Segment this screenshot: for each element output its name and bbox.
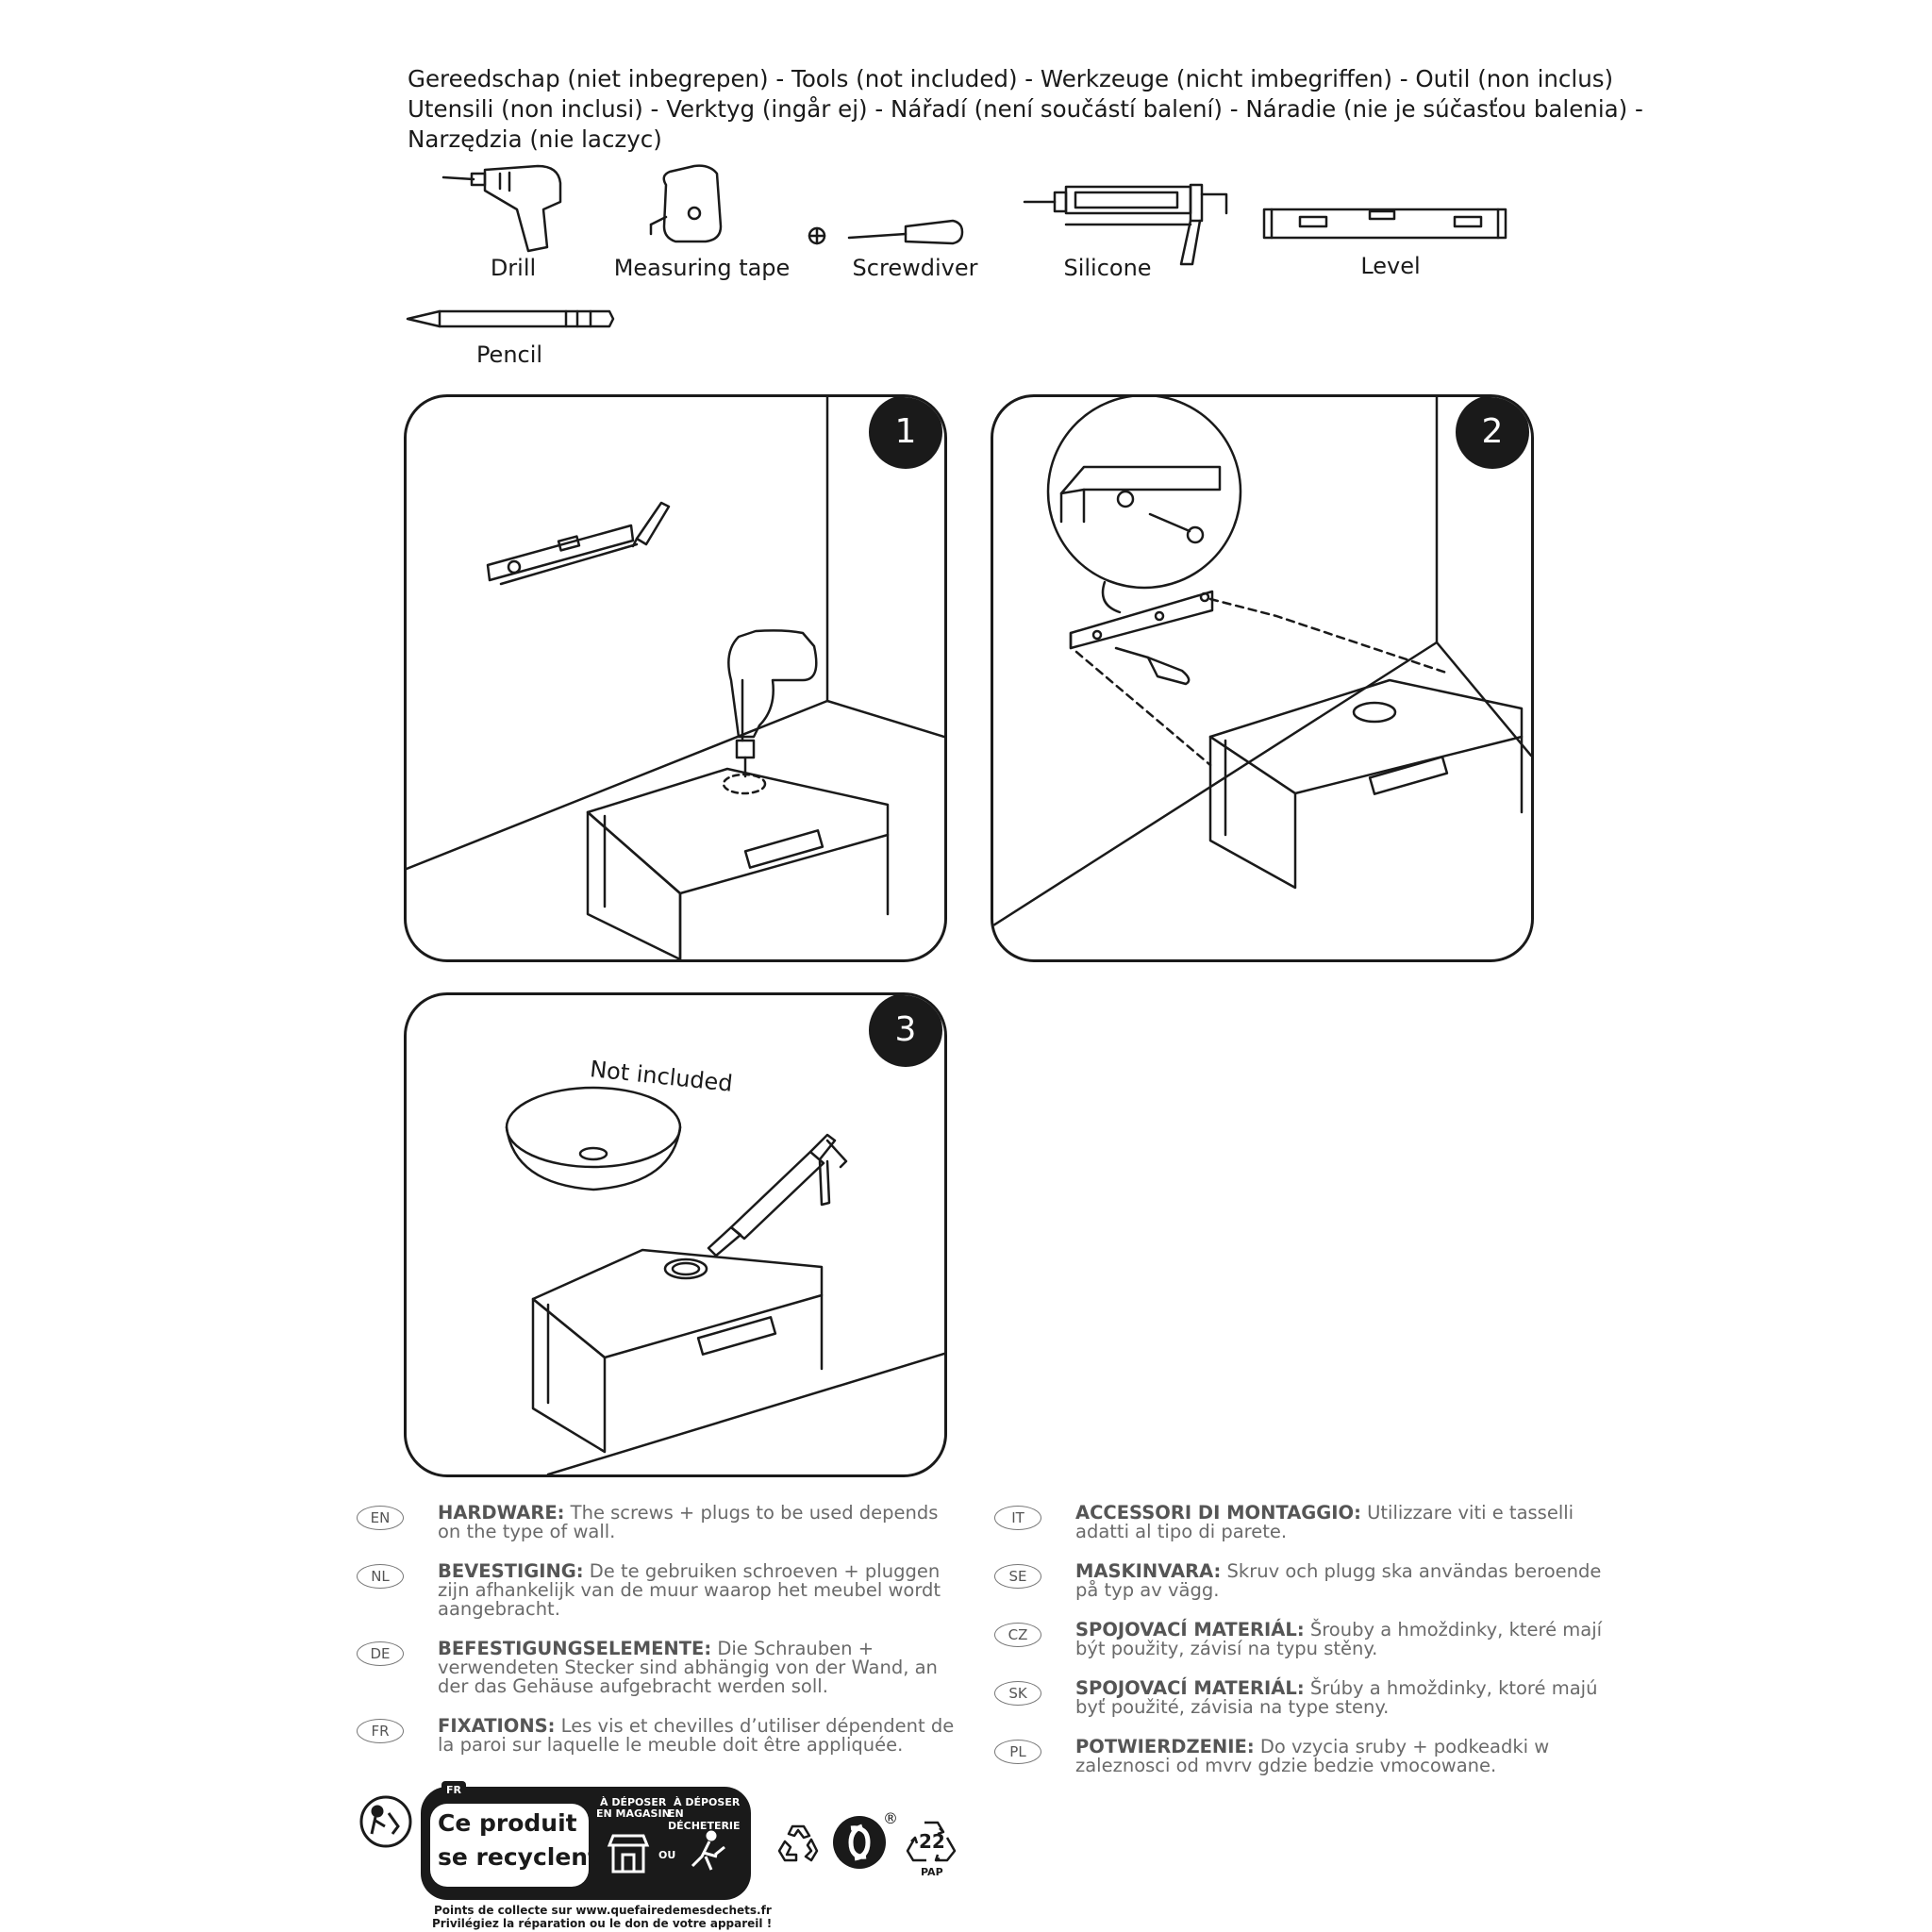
- basin-not-included-label: Not included: [588, 1056, 734, 1097]
- hardware-text-pl: Do vzycia sruby + podkeadki w zaleznosci od mvrv gdzie bedzie vmocowane.: [1075, 1736, 1550, 1776]
- tool-label-pencil: Pencil: [475, 341, 543, 368]
- lang-code-cz: CZ: [994, 1623, 1041, 1647]
- lang-code-nl: NL: [357, 1564, 404, 1589]
- step-2-illustration: [993, 397, 1531, 959]
- hardware-note-sk: [994, 1679, 1604, 1717]
- hardware-note-pl: [994, 1738, 1604, 1775]
- hardware-title-se: MASKINVARA:: [1075, 1560, 1222, 1582]
- step-2-number: 2: [1456, 395, 1529, 469]
- hardware-text-cz: Šrouby a hmoždinky, které mají být použity, závisí na typu stěny.: [1075, 1619, 1603, 1659]
- step-1-illustration: [407, 397, 944, 959]
- lang-code-en: EN: [357, 1506, 404, 1530]
- triman-label-box: [421, 1784, 751, 1900]
- triman-line-1: Ce produit: [438, 1809, 577, 1837]
- hardware-text-nl: De te gebruiken schroeven + pluggen zijn afhankelijk van de muur waarop het meubel wordt aangebracht.: [438, 1560, 941, 1620]
- tool-icons: [0, 0, 1932, 396]
- tool-label-level: Level: [1360, 253, 1421, 279]
- step-3-number: 3: [869, 993, 942, 1067]
- step-1-panel: [404, 394, 947, 962]
- hardware-note-de: [357, 1640, 966, 1696]
- hardware-title-it: ACCESSORI DI MONTAGGIO:: [1075, 1502, 1361, 1524]
- hardware-note-it: [994, 1504, 1604, 1541]
- step-2-panel: [991, 394, 1534, 962]
- triman-icon: [357, 1792, 415, 1851]
- triman-footer-2: Privilégiez la réparation ou le don de votre appareil !: [432, 1917, 773, 1930]
- pap-number: 22: [919, 1830, 945, 1853]
- hardware-note-se: [994, 1562, 1604, 1600]
- header-line-1: Gereedschap (niet inbegrepen) - Tools (not included) - Werkzeuge (nicht imbegriffen) - Outil (non inclus): [408, 65, 1614, 92]
- hardware-text-it: Utilizzare viti e tasselli adatti al tipo di parete.: [1075, 1502, 1574, 1542]
- hardware-title-en: HARDWARE:: [438, 1502, 565, 1524]
- drill-icon: [443, 166, 560, 251]
- lang-code-se: SE: [994, 1564, 1041, 1589]
- hardware-note-fr: [357, 1717, 966, 1755]
- or-label: OU: [658, 1849, 676, 1861]
- hardware-title-sk: SPOJOVACÍ MATERIÁL:: [1075, 1677, 1305, 1699]
- header-line-3: Narzędzia (nie laczyc): [408, 125, 662, 153]
- screwdriver-icon: [809, 221, 962, 243]
- hardware-title-fr: FIXATIONS:: [438, 1715, 556, 1737]
- hardware-text-en: The screws + plugs to be used depends on the type of wall.: [438, 1502, 939, 1542]
- hardware-text-se: Skruv och plugg ska användas beroende på typ av vägg.: [1075, 1560, 1602, 1601]
- step-1-number: 1: [869, 395, 942, 469]
- store-label-2: EN MAGASIN: [596, 1807, 671, 1820]
- tool-label-drill: Drill: [490, 255, 537, 281]
- level-icon: [1264, 209, 1506, 238]
- recycle-icon: [774, 1819, 823, 1868]
- hardware-title-nl: BEVESTIGING:: [438, 1560, 584, 1582]
- hardware-note-cz: [994, 1621, 1604, 1658]
- store-icon: [606, 1832, 651, 1874]
- hardware-title-de: BEFESTIGUNGSELEMENTE:: [438, 1638, 712, 1659]
- triman-country: FR: [441, 1781, 466, 1800]
- tool-label-screwdriver: Screwdiver: [852, 255, 978, 281]
- dump-icon: [683, 1828, 730, 1875]
- hardware-text-de: Die Schrauben + verwendeten Stecker sind abhängig von der Wand, an der das Gehäuse aufgebracht werden soll.: [438, 1638, 938, 1697]
- lang-code-pl: PL: [994, 1740, 1041, 1764]
- registered-mark: ®: [883, 1809, 898, 1827]
- lang-code-fr: FR: [357, 1719, 404, 1743]
- header-line-2: Utensili (non inclusi) - Verktyg (ingår ej) - Nářadí (není součástí balení) - Náradie (nie je súčasťou balenia) -: [408, 95, 1643, 123]
- hardware-title-cz: SPOJOVACÍ MATERIÁL:: [1075, 1619, 1305, 1641]
- silicone-gun-icon: [1024, 185, 1226, 264]
- pencil-icon: [408, 311, 613, 326]
- hardware-text-fr: Les vis et chevilles d’utiliser dépendent de la paroi sur laquelle le meuble doit être appliquée.: [438, 1715, 955, 1756]
- lang-code-de: DE: [357, 1641, 404, 1666]
- step-3-panel: [404, 992, 947, 1477]
- lang-code-it: IT: [994, 1506, 1041, 1530]
- tool-label-measuring-tape: Measuring tape: [613, 255, 791, 281]
- lang-code-sk: SK: [994, 1681, 1041, 1706]
- green-dot-icon: [830, 1813, 889, 1872]
- measuring-tape-icon: [651, 166, 721, 242]
- dump-label-1: À DÉPOSER: [674, 1796, 741, 1808]
- pap-label: PAP: [921, 1866, 943, 1878]
- hardware-text-sk: Šrúby a hmoždinky, ktoré majú byť použité, závisia na type steny.: [1075, 1677, 1598, 1718]
- dump-label-2: EN DÉCHETERIE: [668, 1807, 741, 1832]
- triman-line-2: se recyclent: [438, 1843, 600, 1871]
- hardware-note-en: [357, 1504, 966, 1541]
- triman-footer-1: Points de collecte sur www.quefairedemesdechets.fr: [434, 1904, 772, 1917]
- hardware-title-pl: POTWIERDZENIE:: [1075, 1736, 1255, 1757]
- hardware-note-nl: [357, 1562, 966, 1619]
- store-label-1: À DÉPOSER: [600, 1796, 667, 1808]
- tool-label-silicone: Silicone: [1063, 255, 1152, 281]
